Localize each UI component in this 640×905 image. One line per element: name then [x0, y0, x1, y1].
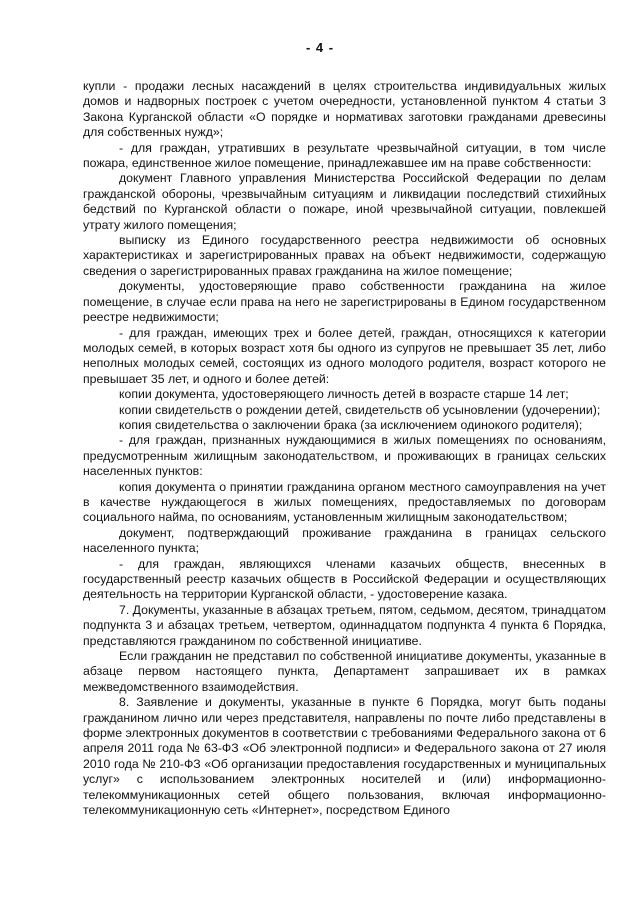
paragraph-8: копии свидетельств о рождении детей, свидетельств об усыновлении (удочерении);	[119, 402, 601, 417]
paragraph-6: - для граждан, имеющих трех и более детей, граждан, относящихся к категории молодых семей, в которых возраст хотя бы одного из супругов не превышает 35 лет, либо неполных молодых семей, состоящих из одного молодого родителя, возраст которого не превышает 35 лет, и одного и более детей:	[83, 325, 606, 386]
paragraph-1: купли - продажи лесных насаждений в целях строительства индивидуальных жилых домов и надворных построек с учетом очередности, установленной пунктом 4 статьи 3 Закона Курганской области «О порядке и нормативах заготовки гражданами древесины для собственных нужд»;	[83, 79, 606, 140]
document-body	[83, 79, 606, 819]
paragraph-11: копия документа о принятии гражданина органом местного самоуправления на учет в качестве нуждающегося в жилых помещениях, предоставляемых по договорам социального найма, по основаниям, установленным жилищным законодательством;	[83, 479, 606, 525]
paragraph-12: документ, подтверждающий проживание гражданина в границах сельского населенного пункта;	[83, 525, 606, 556]
paragraph-2: - для граждан, утративших в результате чрезвычайной ситуации, в том числе пожара, единственное жилое помещение, принадлежавшее им на праве собственности:	[83, 140, 606, 171]
page-number: - 4 -	[305, 40, 335, 55]
paragraph-15: Если гражданин не представил по собственной инициативе документы, указанные в абзаце первом настоящего пункта, Департамент запрашивает их в рамках межведомственного взаимодействия.	[83, 649, 606, 694]
paragraph-10: - для граждан, признанных нуждающимися в жилых помещениях по основаниям, предусмотренным жилищным законодательством, и проживающих в границах сельских населенных пунктов:	[83, 433, 606, 479]
paragraph-7: копии документа, удостоверяющего личность детей в возрасте старше 14 лет;	[119, 387, 569, 402]
paragraph-5: документы, удостоверяющие право собственности гражданина на жилое помещение, в случае если права на него не зарегистрированы в Едином государственном реестре недвижимости;	[83, 279, 606, 325]
paragraph-13: - для граждан, являющихся членами казачьих обществ, внесенных в государственный реестр казачьих обществ в Российской Федерации и осуществляющих деятельность на территории Курганской области, - удостоверение казака.	[83, 556, 606, 602]
paragraph-14: 7. Документы, указанные в абзацах третьем, пятом, седьмом, десятом, тринадцатом подпункта 3 и абзацах третьем, четвертом, одиннадцатом подпункта 4 пункта 6 Порядка, представляются гражданином по собственной инициативе.	[83, 602, 606, 648]
paragraph-9: копия свидетельства о заключении брака (за исключением одинокого родителя);	[119, 417, 583, 432]
paragraph-16: 8. Заявление и документы, указанные в пункте 6 Порядка, могут быть поданы гражданином лично или через представителя, направлены по почте либо представлены в форме электронных документов в соответствии с требованиями Федерального закона от 6 апреля 2011 года № 63-ФЗ «Об электронной подписи» и Федерального закона от 27 июля 2010 года № 210-ФЗ «Об организации предоставления государственных и муниципальных услуг» с использованием электронных носителей и (или) информационно-телекоммуникационных сетей общего пользования, включая информационно-телекоммуникационную сеть «Интернет», посредством Единого	[83, 695, 606, 818]
paragraph-4: выписку из Единого государственного реестра недвижимости об основных характеристиках и зарегистрированных правах на объект недвижимости, содержащую сведения о зарегистрированных правах гражданина на жилое помещение;	[83, 233, 606, 278]
paragraph-3: документ Главного управления Министерства Российской Федерации по делам гражданской обороны, чрезвычайным ситуациям и ликвидации последствий стихийных бедствий по Курганской области о пожаре, иной чрезвычайной ситуации, повлекшей утрату жилого помещения;	[83, 171, 606, 232]
